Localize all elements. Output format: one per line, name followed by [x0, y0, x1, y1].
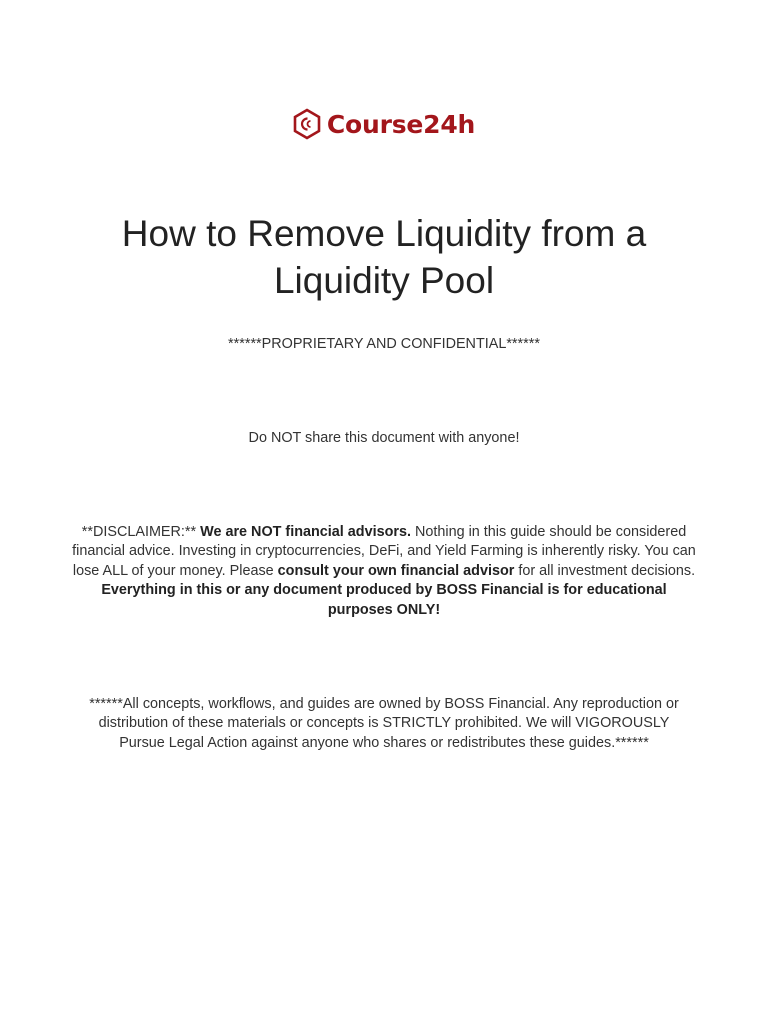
document-title: How to Remove Liquidity from a Liquidity Pool — [121, 213, 647, 301]
disclaimer-text-decisions: for all investment decisions. — [514, 562, 696, 579]
confidential-notice: ******PROPRIETARY AND CONFIDENTIAL****** — [228, 336, 540, 352]
disclaimer-bold-educational: Everything in this or any document produced by BOSS Financial is for educational purposes ONLY! — [101, 582, 667, 618]
disclaimer-paragraph — [70, 523, 698, 620]
share-warning: Do NOT share this document with anyone! — [248, 430, 520, 446]
ownership-notice: ******All concepts, workflows, and guides are owned by BOSS Financial. Any reproduction or distribution of these materials or concepts is STRICTLY prohibited. We will VIGOROUSLY Pursue Legal Action against anyone who shares or redistributes these guides.****** — [89, 696, 679, 751]
disclaimer-text-risk: Nothing in this guide should be considered financial advice. Investing in cryptocurrencies, DeFi, and Yield Farming is inherently risky. You can lose ALL of your money. Please — [72, 524, 696, 579]
disclaimer-bold-not-advisors: We are NOT financial advisors. — [200, 524, 411, 540]
logo-text: Course24h — [326, 109, 476, 139]
disclaimer-bold-consult: consult your own financial advisor — [277, 562, 515, 579]
course24h-logo — [0, 108, 768, 140]
hexagon-cc-logo-icon — [293, 108, 321, 140]
disclaimer-prefix: **DISCLAIMER:** — [81, 524, 201, 540]
